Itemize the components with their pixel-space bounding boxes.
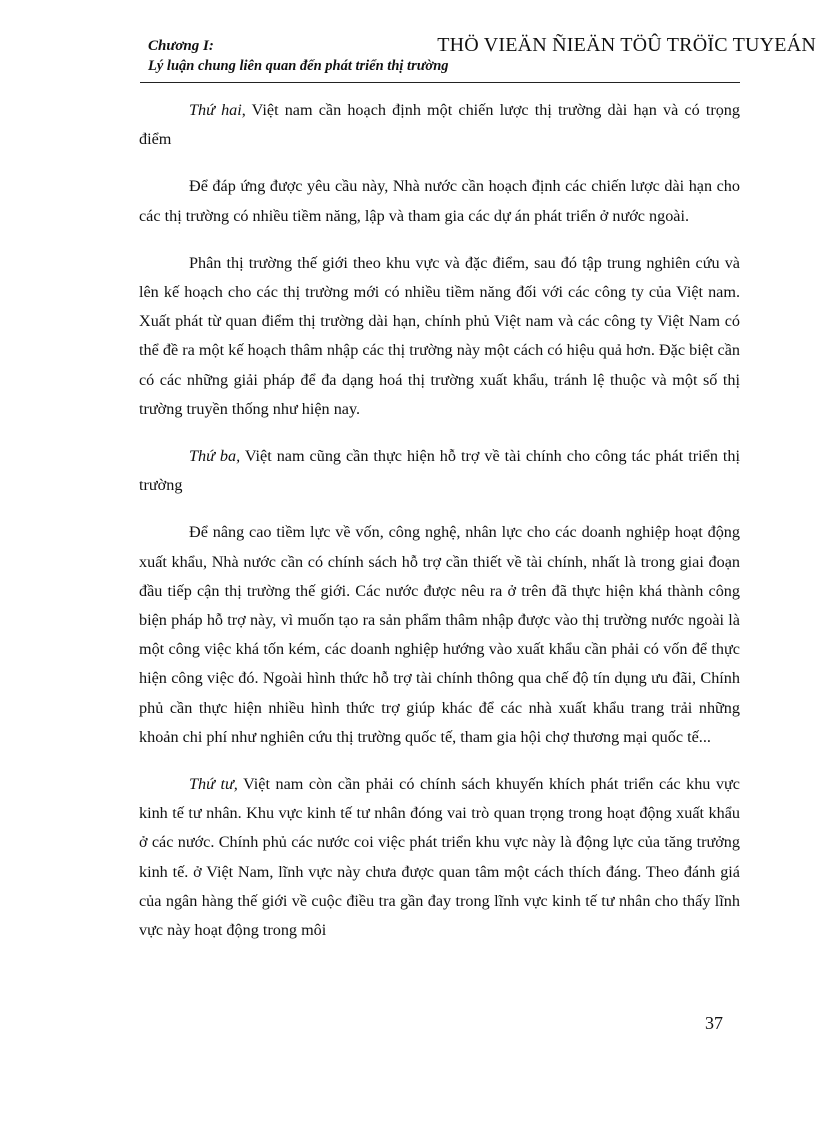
paragraph-lead: Thứ ba, — [189, 447, 241, 466]
paragraph-text: Để nâng cao tiềm lực về vốn, công nghệ, nhân lực cho các doanh nghiệp hoạt động xuất khẩu, Nhà nước cần có chính sách hỗ trợ cần thiết về tài chính, nhất là trong giai đoạn đầu tiếp cận thị trường thế giới. Các nước được nêu ra ở trên đã thực hiện khá thành công biện pháp hỗ trợ này, vì muốn tạo ra sản phẩm thâm nhập được vào thị trường nước ngoài là một công việc khá tốn kém, các doanh nghiệp hướng vào xuất khẩu cần phải có vốn để thực hiện công việc đó. Ngoài hình thức hỗ trợ tài chính thông qua chế độ tín dụng ưu đãi, Chính phủ cần thực hiện nhiều hình thức trợ giúp khác để các nhà xuất khẩu trang trải những khoản chi phí như nghiên cứu thị trường quốc tế, tham gia hội chợ thương mại quốc tế... — [139, 523, 740, 746]
paragraph-thu-ba — [139, 442, 740, 500]
chapter-label: Chương I: — [148, 38, 214, 54]
body-text — [139, 96, 740, 963]
paragraph-text: Việt nam cũng cần thực hiện hỗ trợ về tài chính cho công tác phát triển thị trường — [139, 447, 740, 495]
paragraph-text: Để đáp ứng được yêu cầu này, Nhà nước cần hoạch định các chiến lược dài hạn cho các thị trường có nhiều tiềm năng, lập và tham gia các dự án phát triển ở nước ngoài. — [139, 177, 740, 225]
paragraph — [139, 518, 740, 752]
paragraph-lead: Thứ tư, — [189, 775, 238, 794]
library-title: THÖ VIEÄN ÑIEÄN TÖÛ TRÖÏC TUYEÁN — [437, 34, 816, 56]
paragraph-text: Phân thị trường thế giới theo khu vực và đặc điểm, sau đó tập trung nghiên cứu và lên kế hoạch cho các thị trường mới có nhiều tiềm năng đối với các công ty của Việt nam. Xuất phát từ quan điểm thị trường dài hạn, chính phủ Việt nam và các công ty Việt Nam có thể đề ra một kế hoạch thâm nhập các thị trường này một cách có hiệu quả hơn. Đặc biệt cần có các những giải pháp để đa dạng hoá thị trường xuất khẩu, tránh lệ thuộc và một số thị trường truyền thống như hiện nay. — [139, 253, 740, 418]
chapter-subtitle: Lý luận chung liên quan đến phát triển thị trường — [148, 58, 449, 74]
paragraph-thu-tu — [139, 770, 740, 945]
paragraph-lead: Thứ hai — [189, 101, 242, 119]
page-number: 37 — [705, 1013, 723, 1033]
paragraph-text: , Việt nam cần hoạch định một chiến lược thị trường dài hạn và có trọng điểm — [139, 101, 740, 149]
paragraph-thu-hai — [139, 96, 740, 154]
paragraph — [139, 172, 740, 230]
paragraph-text: Việt nam còn cần phải có chính sách khuyến khích phát triển các khu vực kinh tế tư nhân. Khu vực kinh tế tư nhân đóng vai trò quan trọng trong hoạt động xuất khẩu ở các nước. Chính phủ các nước coi việc phát triển khu vực này là động lực của tăng trưởng kinh tế. ở Việt Nam, lĩnh vực này chưa được quan tâm một cách thích đáng. Theo đánh giá của ngân hàng thế giới về cuộc điều tra gần đay trong lĩnh vực kinh tế tư nhân cho thấy lĩnh vực này hoạt động trong môi — [139, 775, 740, 940]
header-divider — [140, 82, 740, 83]
page-header — [148, 34, 816, 82]
paragraph — [139, 249, 740, 424]
